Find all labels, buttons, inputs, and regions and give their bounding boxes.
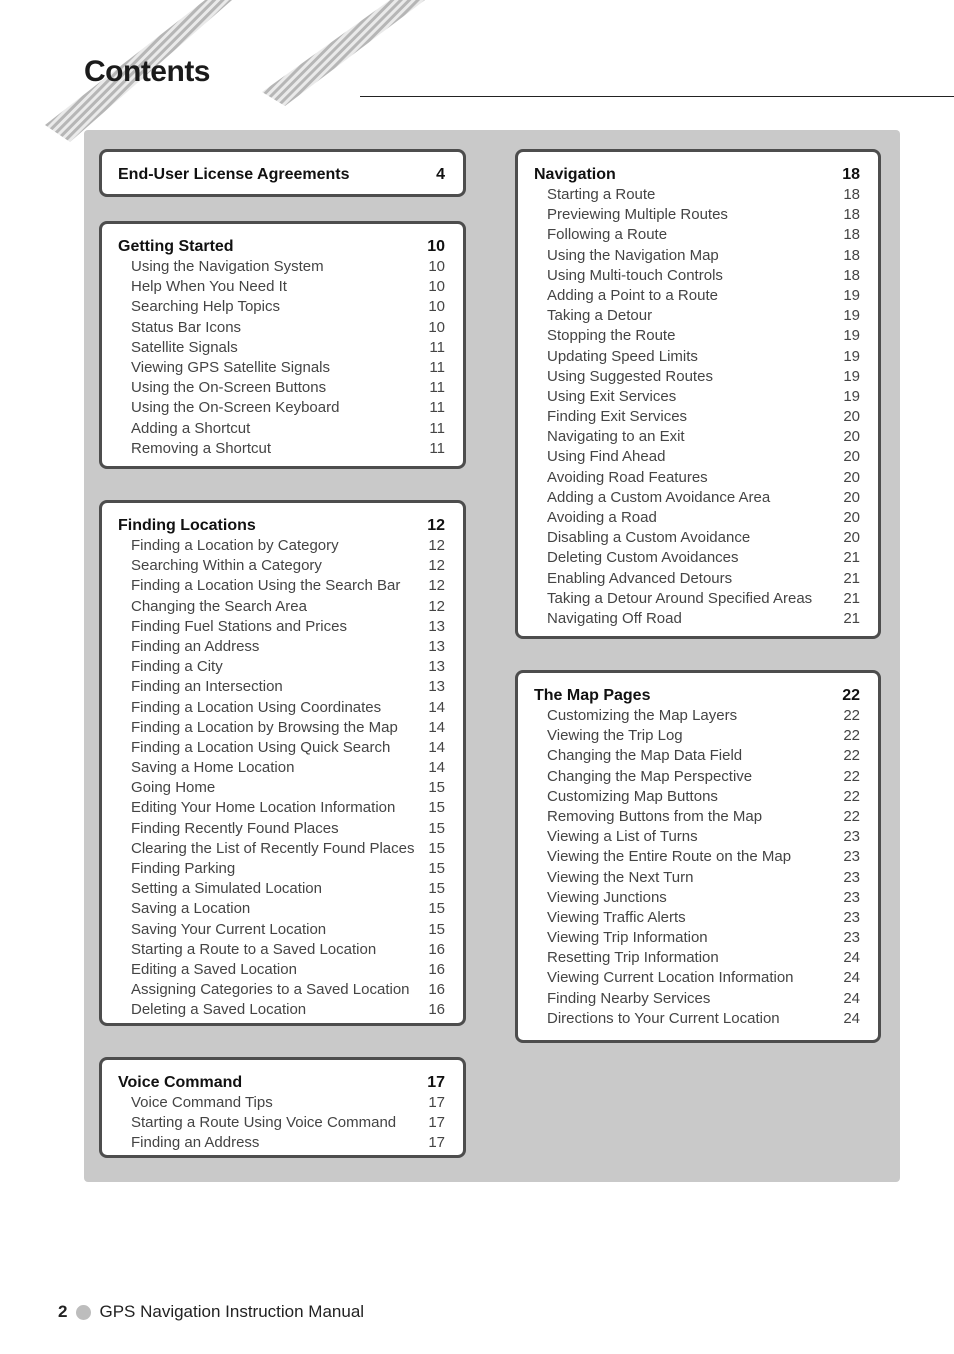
entry-label: Saving Your Current Location [131,920,327,938]
toc-entry[interactable] [534,387,860,407]
entry-page: 15 [428,920,445,938]
entry-page: 15 [428,839,445,857]
entry-page: 21 [843,609,860,627]
entry-page: 12 [428,537,445,554]
toc-section-heading[interactable] [118,1072,445,1093]
entry-page: 14 [428,698,445,716]
entry-page: 16 [428,940,445,958]
entry-label: Viewing Trip Information [547,929,708,947]
section-page: 10 [427,238,445,255]
entry-label: Voice Command Tips [131,1094,273,1111]
toc-entry[interactable] [534,306,860,326]
entry-page: 20 [843,408,860,426]
section-title: Voice Command [118,1074,243,1091]
toc-entry[interactable] [118,439,445,459]
section-title: The Map Pages [534,687,651,704]
entry-label: Viewing a List of Turns [547,828,698,846]
entry-label: Using Suggested Routes [547,367,713,385]
entry-page: 23 [843,908,860,926]
entry-label: Avoiding Road Features [547,468,708,486]
toc-entry[interactable] [534,726,860,746]
toc-entry[interactable] [118,419,445,439]
entry-page: 15 [428,819,445,837]
entry-label: Viewing Junctions [547,888,667,906]
entry-page: 17 [428,1094,445,1111]
entry-page: 21 [843,549,860,567]
page-footer [58,1302,364,1322]
entry-label: Searching Help Topics [131,298,280,316]
section-page: 18 [842,166,860,183]
entry-label: Finding an Intersection [131,678,283,696]
toc-entry[interactable] [534,407,860,427]
toc-entry[interactable] [534,888,860,908]
toc-entry[interactable] [118,920,445,940]
entry-page: 20 [843,448,860,466]
entry-label: Resetting Trip Information [547,949,719,967]
entry-label: Deleting a Saved Location [131,1001,307,1019]
entry-page: 22 [843,807,860,825]
entry-label: Using the On-Screen Buttons [131,379,327,397]
toc-entry[interactable] [534,528,860,548]
entry-page: 10 [428,258,445,275]
toc-entry[interactable] [118,338,445,358]
toc-entry[interactable] [534,246,860,266]
entry-label: Adding a Shortcut [131,419,251,437]
entry-page: 10 [428,318,445,336]
entry-page: 15 [428,860,445,877]
entry-page: 15 [428,900,445,918]
toc-entry[interactable] [534,569,860,589]
entry-page: 19 [843,286,860,304]
toc-entry[interactable] [118,637,445,657]
entry-page: 17 [428,1114,445,1132]
entry-page: 14 [428,718,445,736]
entry-label: Changing the Map Perspective [547,767,753,785]
entry-label: Searching Within a Category [131,557,322,575]
toc-section-navigation [515,149,881,639]
toc-section-getting-started [99,221,466,469]
entry-page: 20 [843,529,860,547]
toc-entry[interactable] [118,597,445,617]
entry-label: Viewing the Next Turn [547,868,694,886]
entry-label: Viewing GPS Satellite Signals [131,358,330,376]
toc-entry[interactable] [118,536,445,556]
toc-entry[interactable] [118,1093,445,1113]
toc-entry[interactable] [534,347,860,367]
toc-entry[interactable] [118,980,445,1000]
entry-label: Status Bar Icons [131,318,242,336]
entry-page: 15 [428,799,445,817]
toc-entry[interactable] [118,798,445,818]
toc-entry[interactable] [534,488,860,508]
entry-label: Viewing the Entire Route on the Map [547,848,792,866]
entry-page: 14 [428,738,445,756]
entry-label: Starting a Route Using Voice Command [131,1114,397,1132]
toc-section-voice-command [99,1057,466,1158]
entry-label: Finding Exit Services [547,408,688,426]
entry-label: Finding a City [131,658,223,676]
entry-page: 11 [429,338,445,356]
toc-entry[interactable] [534,609,860,629]
entry-page: 23 [843,888,860,906]
page-number: 2 [58,1302,68,1321]
toc-entry[interactable] [534,225,860,245]
section-title: Getting Started [118,238,234,255]
toc-section-map-pages [515,670,881,1043]
entry-label: Directions to Your Current Location [547,1009,780,1027]
entry-label: Navigating to an Exit [547,428,685,446]
entry-label: Using Find Ahead [547,448,666,466]
entry-label: Finding an Address [131,1134,260,1152]
toc-entry[interactable] [118,698,445,718]
entry-label: Finding Recently Found Places [131,819,339,837]
entry-label: Using Multi-touch Controls [547,266,723,284]
page-title: Contents [84,55,210,88]
entry-label: Going Home [131,779,216,797]
entry-label: Deleting Custom Avoidances [547,549,739,567]
manual-title: GPS Navigation Instruction Manual [99,1302,365,1321]
entry-label: Viewing Current Location Information [547,969,794,987]
entry-page: 18 [843,226,860,244]
entry-page: 19 [843,387,860,405]
entry-label: Setting a Simulated Location [131,880,322,898]
toc-entry[interactable] [534,989,860,1009]
toc-entry[interactable] [534,868,860,888]
entry-label: Disabling a Custom Avoidance [547,529,751,547]
entry-page: 20 [843,428,860,446]
toc-entry[interactable] [118,1113,445,1133]
entry-label: Starting a Route to a Saved Location [131,940,377,958]
entry-page: 15 [428,779,445,797]
toc-entry[interactable] [534,508,860,528]
entry-label: Removing a Shortcut [131,439,272,457]
entry-page: 23 [843,848,860,866]
entry-label: Previewing Multiple Routes [547,206,728,224]
entry-page: 22 [843,787,860,805]
entry-label: Viewing the Trip Log [547,727,683,745]
entry-label: Adding a Custom Avoidance Area [547,488,771,506]
entry-label: Finding a Location Using Quick Search [131,738,391,756]
entry-page: 19 [843,327,860,345]
entry-page: 13 [428,637,445,655]
entry-label: Assigning Categories to a Saved Location [131,981,410,999]
entry-page: 23 [843,929,860,947]
entry-label: Finding Parking [131,860,236,877]
toc-entry[interactable] [534,286,860,306]
entry-page: 19 [843,367,860,385]
section-page: 17 [427,1074,445,1091]
entry-page: 20 [843,468,860,486]
entry-page: 22 [843,767,860,785]
entry-page: 13 [428,678,445,696]
toc-section-finding-locations [99,500,466,1026]
entry-page: 22 [843,747,860,765]
entry-page: 10 [428,278,445,296]
entry-label: Removing Buttons from the Map [547,807,763,825]
entry-page: 17 [428,1134,445,1152]
entry-label: Using the On-Screen Keyboard [131,399,340,417]
toc-entry[interactable] [534,185,860,205]
entry-page: 22 [843,727,860,745]
entry-label: Adding a Point to a Route [547,286,718,304]
toc-entry[interactable] [118,556,445,576]
bullet-circle-icon [76,1305,91,1320]
toc-entry[interactable] [118,657,445,677]
entry-page: 12 [428,557,445,575]
toc-entry[interactable] [534,746,860,766]
entry-label: Updating Speed Limits [547,347,698,365]
entry-label: Help When You Need It [131,278,287,296]
toc-entry[interactable] [118,940,445,960]
entry-label: Saving a Location [131,900,251,918]
toc-entry[interactable] [534,427,860,447]
toc-section-heading[interactable] [118,515,445,536]
toc-entry[interactable] [534,767,860,787]
toc-entry[interactable] [534,589,860,609]
toc-entry[interactable] [118,576,445,596]
entry-label: Viewing Traffic Alerts [547,908,686,926]
entry-label: Finding a Location Using Coordinates [131,698,382,716]
toc-section-heading[interactable] [118,164,445,185]
toc-entry[interactable] [534,787,860,807]
entry-label: Finding Nearby Services [547,989,711,1007]
entry-label: Following a Route [547,226,668,244]
toc-entry[interactable] [534,706,860,726]
entry-label: Clearing the List of Recently Found Places [131,839,415,857]
toc-entry[interactable] [118,899,445,919]
entry-label: Saving a Home Location [131,759,295,777]
entry-page: 13 [428,658,445,676]
entry-page: 21 [843,569,860,587]
entry-label: Enabling Advanced Detours [547,569,733,587]
toc-entry[interactable] [118,819,445,839]
toc-entry[interactable] [534,968,860,988]
toc-entry[interactable] [534,326,860,346]
toc-entry[interactable] [534,447,860,467]
toc-entry[interactable] [118,617,445,637]
toc-entry[interactable] [118,297,445,317]
toc-entry[interactable] [534,205,860,225]
entry-page: 12 [428,577,445,595]
entry-page: 23 [843,828,860,846]
toc-entry[interactable] [118,960,445,980]
entry-label: Using the Navigation Map [547,246,719,264]
entry-label: Finding a Location Using the Search Bar [131,577,401,595]
entry-label: Changing the Map Data Field [547,747,743,765]
toc-entry[interactable] [118,378,445,398]
toc-entry[interactable] [118,277,445,297]
toc-section-heading[interactable] [118,236,445,257]
entry-page: 11 [429,358,445,376]
entry-page: 22 [843,707,860,724]
entry-page: 12 [428,597,445,615]
toc-entry[interactable] [534,948,860,968]
entry-page: 11 [429,439,445,457]
toc-entry[interactable] [118,318,445,338]
entry-page: 24 [843,989,860,1007]
toc-entry[interactable] [118,718,445,738]
section-page: 4 [436,166,445,183]
entry-page: 18 [843,246,860,264]
toc-entry[interactable] [118,358,445,378]
entry-label: Finding a Location by Category [131,537,339,554]
toc-section-heading[interactable] [534,164,860,185]
entry-page: 14 [428,759,445,777]
entry-page: 24 [843,969,860,987]
toc-entry[interactable] [534,468,860,488]
entry-page: 13 [428,617,445,635]
toc-entry[interactable] [118,738,445,758]
entry-page: 18 [843,266,860,284]
entry-label: Satellite Signals [131,338,238,356]
section-title: End-User License Agreements [118,166,350,183]
entry-page: 11 [429,399,445,417]
entry-label: Stopping the Route [547,327,676,345]
section-title: Navigation [534,166,616,183]
toc-entry[interactable] [534,548,860,568]
title-divider [360,96,954,97]
entry-page: 20 [843,509,860,526]
toc-section-heading[interactable] [534,685,860,706]
entry-page: 11 [429,419,445,437]
entry-label: Navigating Off Road [547,609,682,627]
entry-label: Taking a Detour Around Specified Areas [547,589,813,607]
section-title: Finding Locations [118,517,256,534]
entry-label: Editing Your Home Location Information [131,799,396,817]
entry-label: Taking a Detour [547,307,653,325]
entry-label: Customizing Map Buttons [547,787,718,805]
entry-page: 16 [428,960,445,978]
toc-entry[interactable] [534,847,860,867]
entry-label: Finding Fuel Stations and Prices [131,617,347,635]
entry-label: Using the Navigation System [131,258,324,275]
toc-entry[interactable] [118,1133,445,1153]
toc-section-eula [99,149,466,197]
toc-entry[interactable] [118,778,445,798]
entry-page: 16 [428,1001,445,1019]
entry-page: 19 [843,347,860,365]
toc-entry[interactable] [118,859,445,879]
entry-page: 21 [843,589,860,607]
entry-page: 24 [843,949,860,967]
entry-page: 24 [843,1009,860,1027]
entry-page: 18 [843,186,860,203]
entry-label: Editing a Saved Location [131,960,297,978]
toc-entry[interactable] [118,677,445,697]
section-page: 22 [842,687,860,704]
toc-entry[interactable] [118,839,445,859]
entry-page: 15 [428,880,445,898]
toc-entry[interactable] [118,758,445,778]
toc-entry[interactable] [534,928,860,948]
toc-entry[interactable] [118,1000,445,1020]
toc-entry[interactable] [534,1009,860,1029]
entry-label: Using Exit Services [547,387,677,405]
entry-page: 10 [428,298,445,316]
entry-label: Finding a Location by Browsing the Map [131,718,398,736]
toc-entry[interactable] [534,908,860,928]
toc-entry[interactable] [534,266,860,286]
entry-label: Customizing the Map Layers [547,707,738,724]
entry-label: Avoiding a Road [547,509,657,526]
entry-page: 11 [429,379,445,397]
entry-page: 19 [843,307,860,325]
toc-entry[interactable] [534,827,860,847]
entry-label: Finding an Address [131,637,260,655]
toc-entry[interactable] [118,398,445,418]
toc-entry[interactable] [118,257,445,277]
entry-label: Changing the Search Area [131,597,307,615]
section-page: 12 [427,517,445,534]
entry-page: 18 [843,206,860,224]
toc-entry[interactable] [534,367,860,387]
toc-entry[interactable] [118,879,445,899]
entry-label: Starting a Route [547,186,656,203]
toc-entry[interactable] [534,807,860,827]
entry-page: 23 [843,868,860,886]
entry-page: 16 [428,981,445,999]
entry-page: 20 [843,488,860,506]
